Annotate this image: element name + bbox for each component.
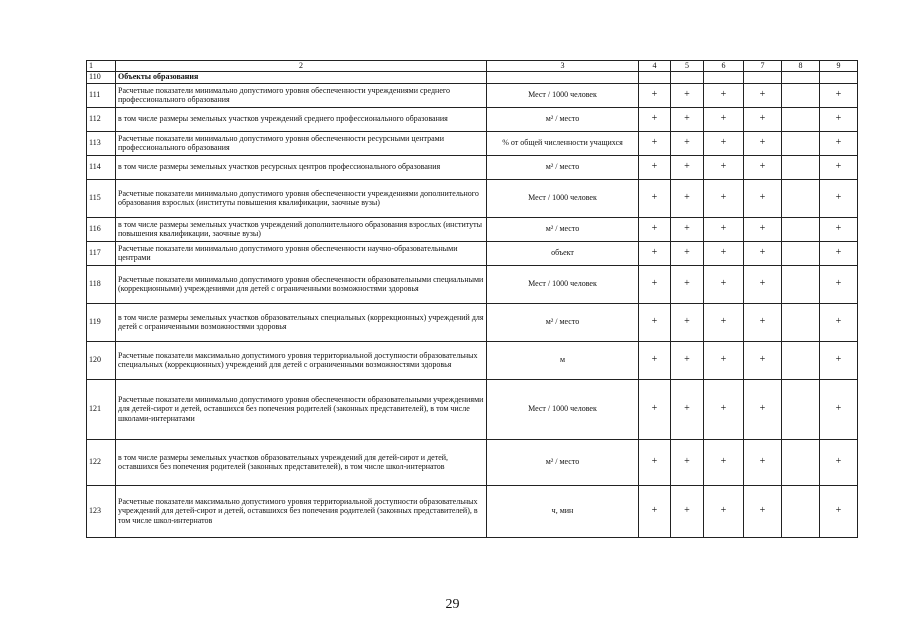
- row-unit: м² / место: [487, 217, 639, 241]
- row-mark: +: [671, 83, 704, 107]
- row-number: 119: [87, 303, 116, 341]
- row-mark: +: [704, 241, 744, 265]
- row-name: Расчетные показатели минимально допустимого уровня обеспеченности учреждениями дополнительного образования взрослых (институты повышения квалификации, заочные вузы): [116, 179, 487, 217]
- row-mark: [782, 241, 820, 265]
- row-number: 120: [87, 341, 116, 379]
- row-name: Расчетные показатели минимально допустимого уровня обеспеченности образовательными учреждениями для детей-сирот и детей, оставшихся без попечения родителей (законных представителей), в том числе школами-интернатами: [116, 379, 487, 439]
- row-name: Расчетные показатели минимально допустимого уровня обеспеченности ресурсными центрами профессионального образования: [116, 131, 487, 155]
- row-mark: +: [820, 217, 858, 241]
- row-mark: +: [704, 179, 744, 217]
- row-mark: +: [820, 241, 858, 265]
- row-name: Расчетные показатели минимально допустимого уровня обеспеченности образовательными специальными (коррекционными) учреждениями для детей с ограниченными возможностями здоровья: [116, 265, 487, 303]
- row-unit: м² / место: [487, 439, 639, 485]
- row-mark: +: [639, 107, 671, 131]
- row-mark: [782, 303, 820, 341]
- row-name: Объекты образования: [116, 71, 487, 83]
- row-unit: м: [487, 341, 639, 379]
- row-mark: +: [639, 341, 671, 379]
- row-mark: +: [744, 83, 782, 107]
- row-mark: +: [671, 265, 704, 303]
- row-unit: ч, мин: [487, 485, 639, 537]
- row-mark: [782, 83, 820, 107]
- row-mark: +: [639, 155, 671, 179]
- row-mark: +: [671, 107, 704, 131]
- table-row: [87, 341, 858, 379]
- row-mark: +: [639, 83, 671, 107]
- row-mark: +: [820, 379, 858, 439]
- row-mark: +: [820, 303, 858, 341]
- row-mark: +: [744, 439, 782, 485]
- row-unit: Мест / 1000 человек: [487, 179, 639, 217]
- row-mark: [704, 71, 744, 83]
- row-mark: [782, 439, 820, 485]
- row-name: в том числе размеры земельных участков образовательных специальных (коррекционных) учреждений для детей с ограниченными возможностями здоровья: [116, 303, 487, 341]
- table-row: [87, 179, 858, 217]
- row-unit: м² / место: [487, 303, 639, 341]
- row-unit: Мест / 1000 человек: [487, 265, 639, 303]
- row-name: в том числе размеры земельных участков ресурсных центров профессионального образования: [116, 155, 487, 179]
- row-mark: +: [704, 83, 744, 107]
- row-mark: [639, 71, 671, 83]
- row-mark: +: [820, 179, 858, 217]
- row-mark: +: [820, 265, 858, 303]
- row-unit: Мест / 1000 человек: [487, 379, 639, 439]
- row-number: 114: [87, 155, 116, 179]
- row-mark: +: [639, 179, 671, 217]
- row-unit: % от общей численности учащихся: [487, 131, 639, 155]
- row-mark: +: [744, 131, 782, 155]
- row-name: Расчетные показатели максимально допустимого уровня территориальной доступности образовательных учреждений для детей-сирот и детей, оставшихся без попечения родителей (законных представителей), в том числе школ-интернатов: [116, 485, 487, 537]
- header-cell: 1: [87, 61, 116, 72]
- row-number: 115: [87, 179, 116, 217]
- row-number: 112: [87, 107, 116, 131]
- row-mark: +: [704, 265, 744, 303]
- table-row: [87, 83, 858, 107]
- table-row: [87, 241, 858, 265]
- row-mark: [820, 71, 858, 83]
- header-cell: 8: [782, 61, 820, 72]
- row-mark: +: [639, 303, 671, 341]
- row-mark: +: [704, 303, 744, 341]
- row-mark: +: [671, 179, 704, 217]
- row-name: Расчетные показатели минимально допустимого уровня обеспеченности учреждениями среднего профессионального образования: [116, 83, 487, 107]
- row-mark: [782, 379, 820, 439]
- row-mark: +: [820, 131, 858, 155]
- row-mark: +: [704, 107, 744, 131]
- row-mark: +: [820, 107, 858, 131]
- table-body: [87, 61, 858, 538]
- table-row: [87, 155, 858, 179]
- row-mark: [671, 71, 704, 83]
- norms-table: [86, 60, 858, 538]
- row-mark: +: [820, 485, 858, 537]
- row-unit: [487, 71, 639, 83]
- row-number: 116: [87, 217, 116, 241]
- row-mark: [782, 217, 820, 241]
- table-row: [87, 303, 858, 341]
- row-number: 121: [87, 379, 116, 439]
- row-mark: [782, 179, 820, 217]
- header-cell: 9: [820, 61, 858, 72]
- row-mark: +: [704, 439, 744, 485]
- row-mark: [782, 131, 820, 155]
- header-cell: 4: [639, 61, 671, 72]
- row-unit: Мест / 1000 человек: [487, 83, 639, 107]
- row-mark: +: [820, 155, 858, 179]
- table-row: [87, 379, 858, 439]
- header-cell: 6: [704, 61, 744, 72]
- row-name: Расчетные показатели минимально допустимого уровня обеспеченности научно-образовательными центрами: [116, 241, 487, 265]
- row-name: в том числе размеры земельных участков учреждений среднего профессионального образования: [116, 107, 487, 131]
- row-mark: [782, 265, 820, 303]
- row-mark: +: [744, 303, 782, 341]
- row-mark: +: [820, 83, 858, 107]
- row-mark: +: [639, 131, 671, 155]
- row-mark: +: [704, 155, 744, 179]
- row-mark: +: [639, 379, 671, 439]
- row-name: Расчетные показатели максимально допустимого уровня территориальной доступности образовательных специальных (коррекционных) учреждений для детей с ограниченными возможностями здоровья: [116, 341, 487, 379]
- row-mark: +: [744, 341, 782, 379]
- row-mark: [782, 155, 820, 179]
- row-mark: +: [671, 341, 704, 379]
- row-mark: [782, 71, 820, 83]
- row-unit: м² / место: [487, 155, 639, 179]
- row-mark: +: [671, 485, 704, 537]
- row-unit: м² / место: [487, 107, 639, 131]
- row-mark: +: [671, 155, 704, 179]
- row-mark: +: [744, 241, 782, 265]
- page-number: 29: [445, 597, 460, 612]
- row-mark: +: [671, 217, 704, 241]
- row-number: 113: [87, 131, 116, 155]
- row-mark: +: [704, 341, 744, 379]
- row-mark: +: [744, 265, 782, 303]
- header-cell: 3: [487, 61, 639, 72]
- table-row: [87, 107, 858, 131]
- row-mark: +: [820, 341, 858, 379]
- header-cell: 2: [116, 61, 487, 72]
- row-number: 111: [87, 83, 116, 107]
- header-cell: 7: [744, 61, 782, 72]
- row-number: 118: [87, 265, 116, 303]
- row-mark: +: [639, 217, 671, 241]
- row-mark: +: [639, 241, 671, 265]
- row-mark: +: [744, 179, 782, 217]
- row-mark: +: [704, 217, 744, 241]
- header-row: [87, 61, 858, 72]
- row-number: 122: [87, 439, 116, 485]
- row-mark: +: [671, 131, 704, 155]
- row-mark: +: [671, 303, 704, 341]
- row-mark: +: [704, 485, 744, 537]
- row-mark: [782, 485, 820, 537]
- row-mark: [744, 71, 782, 83]
- row-mark: +: [744, 107, 782, 131]
- row-mark: +: [744, 217, 782, 241]
- row-mark: +: [704, 131, 744, 155]
- row-mark: +: [820, 439, 858, 485]
- table-row: [87, 217, 858, 241]
- row-name: в том числе размеры земельных участков учреждений дополнительного образования взрослых (институты повышения квалификации, заочные вузы): [116, 217, 487, 241]
- row-mark: +: [671, 241, 704, 265]
- table-row: [87, 485, 858, 537]
- table-row: [87, 265, 858, 303]
- row-number: 110: [87, 71, 116, 83]
- row-mark: +: [671, 439, 704, 485]
- row-mark: +: [704, 379, 744, 439]
- header-cell: 5: [671, 61, 704, 72]
- row-mark: +: [639, 265, 671, 303]
- row-number: 123: [87, 485, 116, 537]
- table-row: [87, 131, 858, 155]
- row-mark: +: [744, 379, 782, 439]
- row-mark: +: [744, 155, 782, 179]
- row-name: в том числе размеры земельных участков образовательных учреждений для детей-сирот и детей, оставшихся без попечения родителей (законных представителей), в том числе школ-интернатов: [116, 439, 487, 485]
- row-mark: +: [639, 439, 671, 485]
- row-mark: +: [744, 485, 782, 537]
- table-row: [87, 71, 858, 83]
- row-number: 117: [87, 241, 116, 265]
- row-mark: [782, 341, 820, 379]
- row-mark: +: [639, 485, 671, 537]
- row-unit: объект: [487, 241, 639, 265]
- row-mark: +: [671, 379, 704, 439]
- row-mark: [782, 107, 820, 131]
- table-row: [87, 439, 858, 485]
